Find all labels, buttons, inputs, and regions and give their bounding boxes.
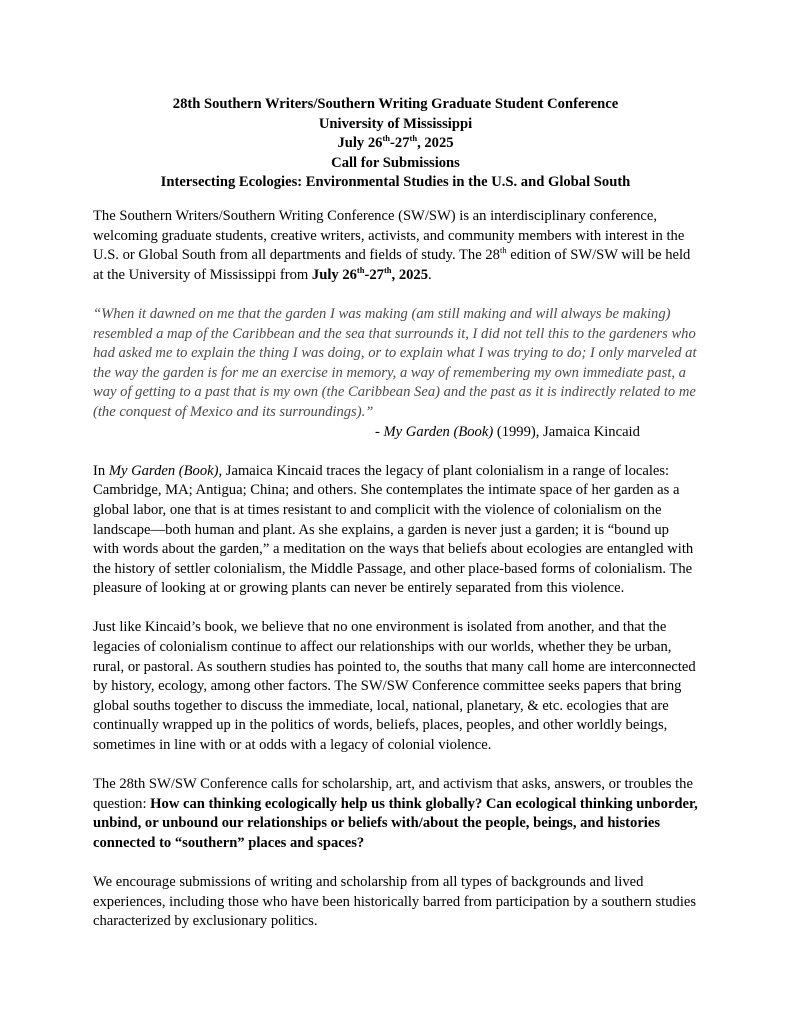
central-question: How can thinking ecologically help us think globally? Can ecological thinking unborder, unbind, or unbound our relationships or beliefs with/about the people, beings, and histories connected to “southern” places and spaces? — [93, 795, 698, 851]
call-paragraph: The 28th SW/SW Conference calls for scholarship, art, and activism that asks, answers, or troubles the question: How can thinking ecologically help us think globally? Can ecological thinking unborder, unbind, or unbound our relationships or beliefs with/about the people, beings, and histories connected to “southern” places and spaces? — [93, 776, 698, 851]
university-name: University of Mississippi — [318, 115, 473, 132]
intro-date: July 26th-27th, 2025 — [311, 264, 428, 283]
call-heading: Call for Submissions — [331, 154, 460, 171]
epigraph-quote: “When it dawned on me that the garden I was making (am still making and will always be making) resembled a map of the Caribbean and the sea that surrounds it, I did not tell this to the gardeners who had asked me to explain the thing I was doing, or to explain what I was trying to do; I only marveled at the way the garden is for me an exercise in memory, a way of remembering my own immediate past, a way of getting to a past that is my own (the Caribbean Sea) and the past as it is indirectly related to me (the conquest of Mexico and its surroundings).” — [93, 305, 697, 420]
kincaid-paragraph: In My Garden (Book), Jamaica Kincaid traces the legacy of plant colonialism in a range of locales: Cambridge, MA; Antigua; China; and others. She contemplates the intimate space of her garden as a global labor, one that is at times resistant to and complicit with the violence of colonialism on the landscape—both human and plant. As she explains, a garden is never just a garden; it is “bound up with words about the garden,” a meditation on the ways that beliefs about ecologies are entangled with the history of settler colonialism, the Middle Passage, and other place-based forms of colonialism. The pleasure of looking at or growing plants can never be entirely separated from this violence. — [93, 462, 694, 597]
conference-theme: Intersecting Ecologies: Environmental Studies in the U.S. and Global South — [160, 174, 631, 191]
intro-paragraph: The Southern Writers/Southern Writing Conference (SW/SW) is an interdisciplinary conference, welcoming graduate students, creative writers, activists, and community members with interest in the U.S. or Global South from all departments and fields of study. The 28th edition of SW/SW will be held at the University of Mississippi from July 26th-27th, 2025. — [93, 208, 691, 283]
conference-title: 28th Southern Writers/Southern Writing Graduate Student Conference — [172, 96, 619, 112]
encouragement-paragraph: We encourage submissions of writing and scholarship from all types of backgrounds and lived experiences, including those who have been historically barred from participation by a southern studies characterized by exclusionary politics. — [93, 874, 697, 930]
environment-paragraph: Just like Kincaid’s book, we believe that no one environment is isolated from another, and that the legacies of colonialism continue to affect our relationships with our worlds, whether they be urban, rural, or pastoral. As southern studies has pointed to, the souths that many call home are interconnected by history, ecology, among other factors. The SW/SW Conference committee seeks papers that bring global souths together to discuss the immediate, local, national, planetary, & etc. ecologies that are continually wrapped up in the politics of words, beliefs, places, peoples, and other worldly beings, sometimes in line with or at odds with a legacy of colonial violence. — [93, 619, 696, 754]
document-body — [93, 207, 698, 952]
document-header — [0, 95, 791, 193]
conference-date: July 26th-27th, 2025 — [337, 133, 454, 152]
epigraph-attribution: - My Garden (Book) (1999), Jamaica Kincaid — [375, 423, 640, 440]
